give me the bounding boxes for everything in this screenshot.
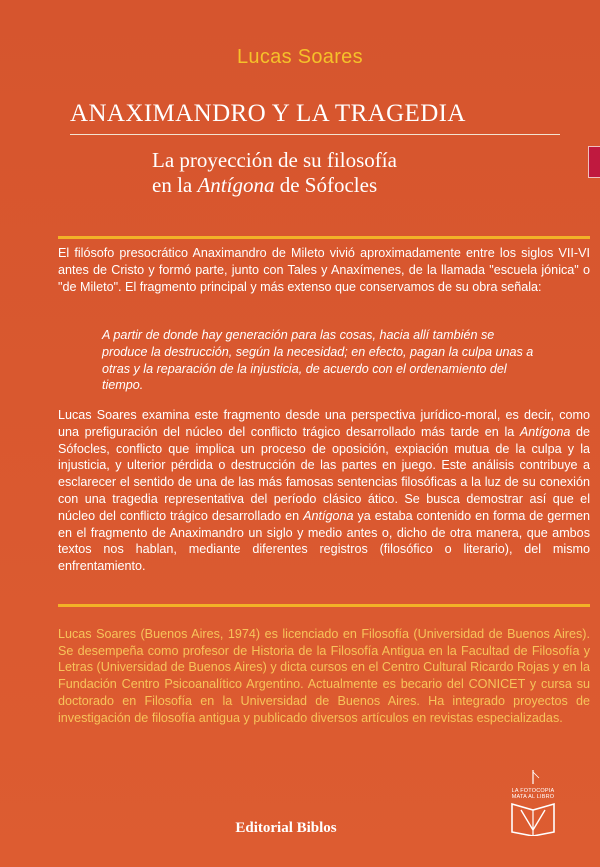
logo-line-2: MATA AL LIBRO [511, 794, 555, 800]
title-underline [70, 134, 560, 135]
analysis-italic-2: Antígona [303, 508, 354, 523]
divider-top [58, 236, 590, 239]
fragment-quote: A partir de donde hay generación para las cosas, hacia allí también se produce la destrucción, según la necesidad; en efecto, pagan la culpa unas a otras y la reparación de la injusticia, de acuerdo con el ordenamiento del tiempo. [102, 328, 534, 393]
logo-line-1: LA FOTOCOPIA [511, 788, 555, 794]
intro-text: El filósofo presocrático Anaximandro de Mileto vivió aproximadamente entre los siglos VII-VI antes de Cristo y formó parte, junto con Tales y Anaxímenes, de la llamada "escuela jónica" o "de Mileto". El fragmento principal y más extenso que conservamos de su obra señala: [58, 246, 590, 294]
subtitle-line-2 [152, 173, 572, 198]
analysis-paragraph [58, 407, 590, 575]
analysis-italic-1: Antígona [519, 424, 571, 439]
book-title: ANAXIMANDRO Y LA TRAGEDIA [70, 100, 466, 127]
publisher-imprint [0, 820, 600, 837]
subtitle-line-2-post: de Sófocles [274, 173, 378, 197]
subtitle-line-1: La proyección de su filosofía [152, 148, 397, 172]
publisher-name: Editorial Biblos [235, 820, 337, 836]
analysis-text-3: ya estaba contenido en forma de germen en el fragmento de Anaximandro un siglo y medio antes o, dicho de otra manera, que ambos textos nos hablan, mediante diferentes registros (filosófico o literario), del mismo enfrentamiento. [58, 508, 590, 574]
spine-tab [588, 146, 600, 178]
intro-paragraph [58, 245, 590, 295]
book-subtitle [152, 148, 572, 198]
author-bio: Lucas Soares (Buenos Aires, 1974) es licenciado en Filosofía (Universidad de Buenos Aires). Se desempeña como profesor de Historia de la Filosofía Antigua en la Facultad de Filosofía y Letras (Universidad de Buenos Aires) y dicta cursos en el Centro Cultural Ricardo Rojas y en la Fundación Centro Psicoanalítico Argentino. Actualmente es becario del CONICET y cursa su doctorado en Filosofía en la Universidad de Buenos Aires. Ha integrado proyectos de investigación de filosofía antigua y publicado diversos artículos en revistas especializadas. [58, 627, 590, 725]
divider-bottom [58, 604, 590, 607]
subtitle-line-2-pre: en la [152, 173, 198, 197]
analysis-text-1: Lucas Soares examina este fragmento desde una perspectiva jurídico-moral, es decir, como una prefiguración del núcleo del conflicto trágico desarrollado más tarde en la [58, 408, 590, 439]
analysis-text-2: de Sófocles, conflicto que implica un proceso de oposición, expiación mutua de la culpa y la injusticia, y ulterior pérdida o destrucción de las partes en juego. Este análisis contribuye a esclarecer el sentido de una de las más famosas sentencias filosóficas a la luz de su conexión con una tragedia representativa del período clásico ático. Se busca demostrar así que el núcleo del conflicto trágico desarrollado en [58, 424, 590, 523]
author-name: Lucas Soares [237, 46, 363, 68]
logo-caption [492, 788, 574, 800]
subtitle-work-title: Antígona [197, 173, 275, 197]
